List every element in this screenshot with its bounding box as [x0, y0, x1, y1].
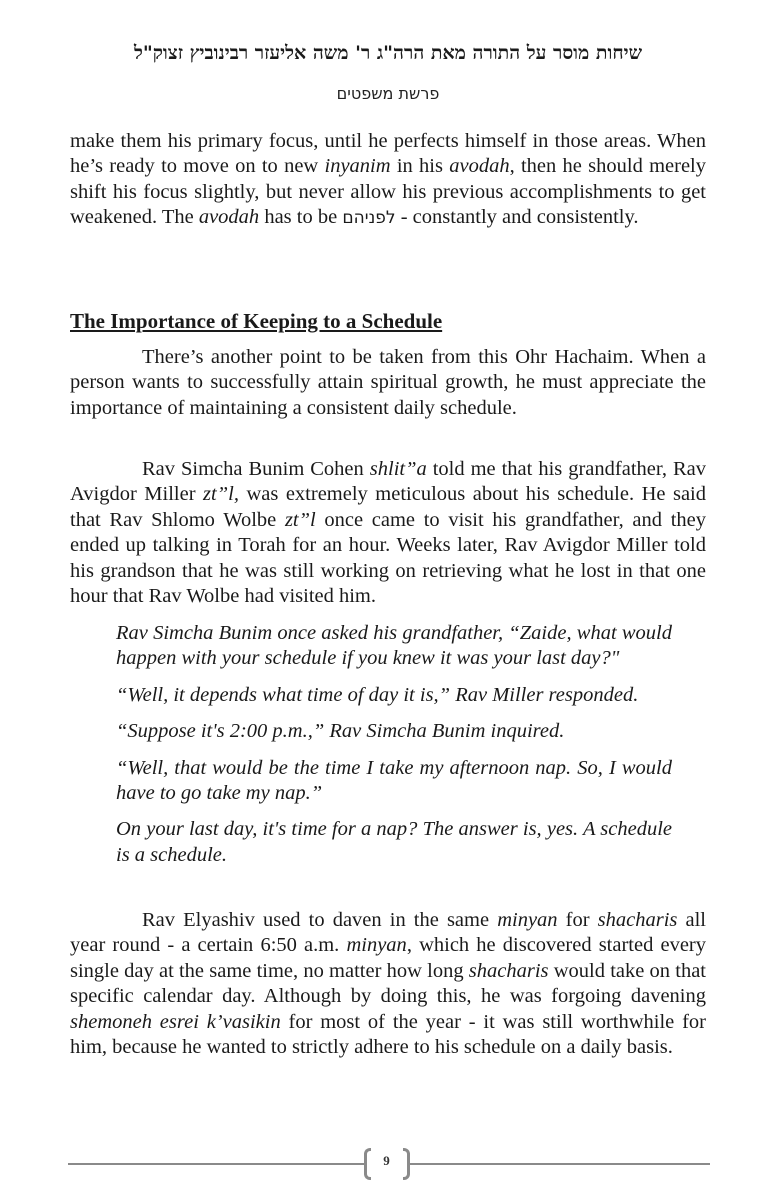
italic-term: avodah: [449, 155, 510, 178]
paragraph-2: [70, 457, 706, 609]
text: , then he should merely shift his focus slightly, but never allow his previous accomplishments to get weakened. The: [70, 155, 706, 229]
italic-term: shacharis: [597, 909, 678, 931]
footer-rule-left: [68, 1163, 366, 1165]
block-quote: [116, 621, 672, 879]
italic-term: shlit”a: [369, 458, 427, 480]
paragraph-3: [70, 908, 706, 1060]
hebrew-term: לפניהם: [342, 208, 396, 229]
intro-paragraph: [70, 129, 706, 232]
text: Rav Simcha Bunim Cohen: [142, 458, 370, 480]
quote-line: Rav Simcha Bunim once asked his grandfather, “Zaide, what would happen with your schedule if you knew it was your last day?": [116, 622, 672, 670]
text: would take on that specific calendar day. Although by doing this, he was forgoing davening: [70, 959, 706, 1008]
quote-line: “Well, that would be the time I take my afternoon nap. So, I would have to go take my nap.”: [116, 756, 672, 805]
italic-term: minyan: [497, 909, 558, 931]
text: , which he discovered started every single day at the same time, no matter how long: [70, 934, 707, 982]
text: - constantly and consistently.: [395, 206, 639, 229]
text: all year round - a certain 6:50 a.m.: [70, 909, 707, 957]
footer-rule-right: [409, 1163, 710, 1165]
page-number: 9: [383, 1153, 390, 1168]
italic-term: shacharis: [468, 959, 549, 982]
section-heading: The Importance of Keeping to a Schedule: [70, 309, 443, 333]
text: for: [557, 909, 598, 931]
text: has to be: [259, 206, 343, 229]
text: for most of the year - it was still worthwhile for him, because he wanted to strictly adhere to his schedule on a daily basis.: [70, 1010, 706, 1059]
text: in his: [390, 155, 450, 178]
italic-term: inyanim: [324, 155, 391, 178]
text: make them his primary focus, until he perfects himself in those areas. When he’s ready to move on to new: [70, 130, 706, 178]
italic-term: zt”l,: [203, 483, 239, 506]
text: Rav Elyashiv used to daven in the same: [142, 909, 498, 931]
text: once came to visit his grandfather, and they ended up talking in Torah for an hour. Weeks later, Rav Avigdor Miller told his grandson that he was still working on retrieving what he lost in that one hour that Rav Wolbe had visited him.: [70, 508, 707, 608]
book-title: שיחות מוסר על התורה מאת הרה"ג ר' משה אליעזר רבינוביץ זצוק"ל: [133, 42, 643, 64]
quote-line: “Suppose it's 2:00 p.m.,” Rav Simcha Bunim inquired.: [116, 720, 565, 743]
quote-line: On your last day, it's time for a nap? The answer is, yes. A schedule is a schedule.: [116, 818, 672, 866]
paragraph-text: There’s another point to be taken from this Ohr Hachaim. When a person wants to successfully attain spiritual growth, he must appreciate the importance of maintaining a consistent daily schedule.: [70, 346, 706, 419]
italic-term: avodah: [198, 206, 260, 229]
text: told me that his grandfather, Rav Avigdor Miller: [70, 458, 706, 506]
paragraph-1: [70, 345, 706, 421]
quote-line: “Well, it depends what time of day it is,” Rav Miller responded.: [116, 683, 639, 706]
text: was extremely meticulous about his schedule. He said that Rav Shlomo Wolbe: [70, 483, 706, 531]
italic-term: zt”l: [284, 508, 316, 531]
italic-term: minyan: [346, 934, 407, 957]
parsha-title: פרשת משפטים: [336, 84, 440, 103]
italic-term: shemoneh esrei k’vasikin: [70, 1010, 281, 1033]
